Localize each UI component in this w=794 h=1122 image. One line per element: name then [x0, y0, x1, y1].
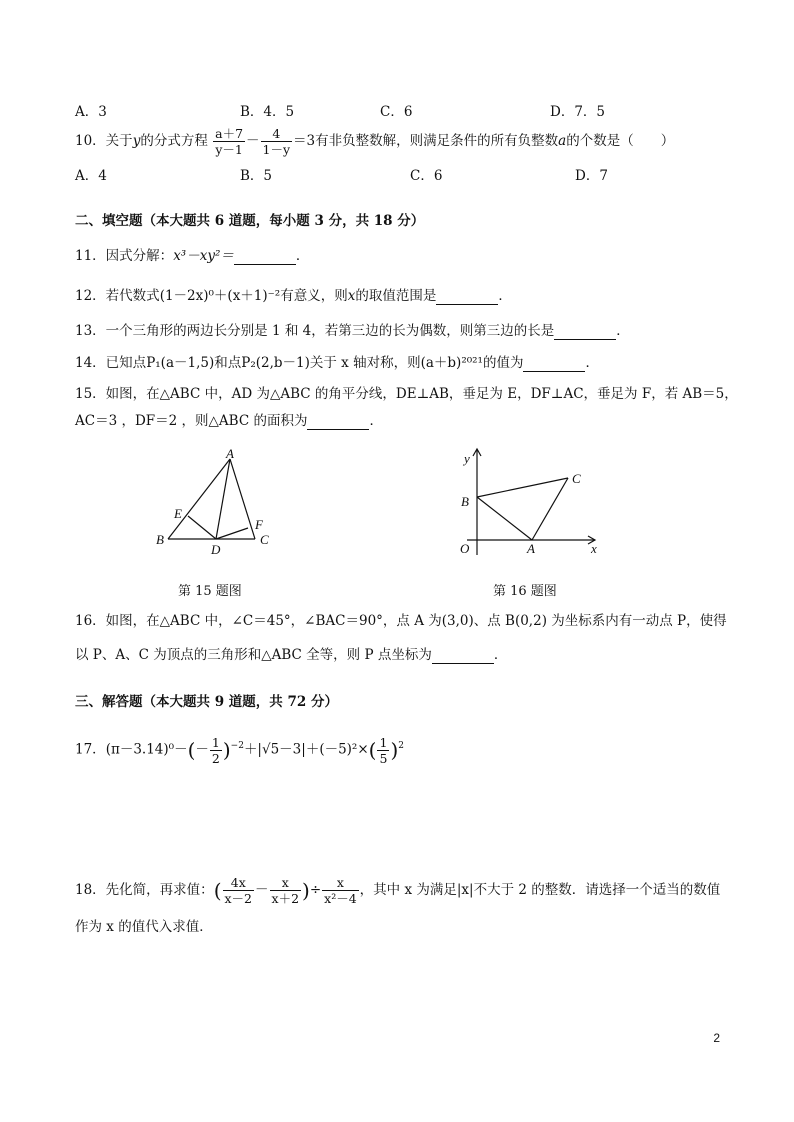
- figure-15-caption: 第 15 题图: [178, 584, 242, 599]
- fig16-segment-ba: [477, 497, 532, 540]
- figure-16-caption: 第 16 题图: [493, 584, 557, 599]
- q17-fraction-1: $\frac{1}{2}$: [211, 734, 220, 766]
- section-3-title: 三、解答题（本大题共 9 道题，共 72 分）: [75, 694, 338, 710]
- question-14: 14．已知点P₁(a－1,5)和点P₂(2,b－1)关于 x 轴对称，则(a＋b)²⁰²¹的值为 ．: [75, 355, 599, 371]
- section-2-title: 二、填空题（本大题共 6 道题，每小题 3 分，共 18 分）: [75, 213, 425, 229]
- fig15-label-b: B: [156, 532, 164, 547]
- fig15-label-d: D: [211, 542, 221, 557]
- q18-fraction-2: $\frac{x}{x+2}$: [271, 875, 300, 906]
- fig16-label-a: A: [527, 541, 535, 556]
- fig15-perp-df: [216, 528, 248, 539]
- q17-part-1: (π－3.14)⁰－: [105, 741, 188, 758]
- q10-fraction-2: $\frac{4}{1-y}$: [262, 126, 291, 157]
- fig16-label-o: O: [460, 541, 470, 556]
- q10-var: y: [132, 133, 141, 149]
- q17-fraction-2: $\frac{1}{5}$: [379, 734, 388, 766]
- q12-expr: (1－2x)⁰＋(x＋1)⁻²: [159, 288, 281, 304]
- q14-expr: (a＋b)²⁰²¹: [420, 355, 483, 371]
- fig15-perp-de: [188, 516, 216, 539]
- q12-blank: [436, 290, 498, 305]
- q9-option-d: D．7．5: [550, 104, 606, 120]
- q10-mid: 的分式方程: [140, 133, 208, 149]
- q10-option-d: D．7: [575, 168, 608, 184]
- q9-option-b: B．4．5: [240, 104, 295, 120]
- fig15-side-ac: [230, 459, 255, 539]
- fig16-segment-ac: [532, 478, 568, 540]
- q14-p2: P₂(2,b－1): [241, 355, 310, 371]
- q11-expr: x³－xy²＝: [173, 248, 234, 264]
- fig15-label-c: C: [260, 532, 269, 547]
- figure-16: [455, 445, 605, 560]
- q17-part-2: ＋|√5－3|＋(－5)²×: [243, 741, 369, 758]
- q10-tail-end: 的个数是（ ）: [566, 133, 675, 149]
- q18-fraction-3: $\frac{x}{\text{x²－4}}$: [324, 875, 357, 906]
- q18-fraction-1: $\frac{4x}{x-2}$: [224, 875, 253, 906]
- question-10: 10．关于y的分式方程 $\frac{a+7}{y-1}$ － $\frac{4}{1-y}$ ＝3有非负整数解，则满足条件的所有负整数a的个数是（ ）: [75, 126, 675, 157]
- q14-p1: P₁(a－1,5): [146, 355, 215, 371]
- fig15-bisector-ad: [216, 459, 230, 539]
- q11-blank: [234, 250, 296, 265]
- q13-blank: [554, 325, 616, 340]
- q9-option-c: C．6: [380, 104, 413, 120]
- fig16-label-y: y: [464, 451, 470, 466]
- fig15-label-f: F: [255, 517, 263, 532]
- fig16-segment-bc: [477, 478, 568, 497]
- question-18-line-1: 18．先化简，再求值：( $\frac{4x}{x-2}$ － $\frac{x}{x+2}$ )÷ $\frac{x}{\text{x²－4}}$ ，其中 x 为满足|x|不大于 2 的整数．请选择一个适当的数值: [75, 875, 721, 906]
- fig16-label-b: B: [461, 494, 469, 509]
- page-number: 2: [713, 1031, 720, 1045]
- q9-option-a: A．3: [75, 104, 107, 120]
- fig15-side-ab: [168, 459, 230, 539]
- fig16-label-c: C: [572, 471, 581, 486]
- question-18-line-2: 作为 x 的值代入求值．: [75, 919, 213, 935]
- question-17: 17．(π－3.14)⁰－(－ $\frac{1}{2}$ )$^{-2}$＋|√5－3|＋(－5)²×( $\frac{1}{5}$ )$^2$: [75, 734, 404, 766]
- q10-option-c: C．6: [410, 168, 443, 184]
- q16-blank: [432, 649, 494, 664]
- question-16-line-1: 16．如图，在△ABC 中，∠C＝45°，∠BAC＝90°，点 A 为(3,0)、点 B(0,2) 为坐标系内有一动点 P，使得: [75, 613, 727, 629]
- fig15-label-e: E: [174, 506, 182, 521]
- q10-tail-var: a: [558, 133, 567, 149]
- fig16-label-x: x: [591, 541, 597, 556]
- question-15-line-1: 15．如图，在△ABC 中，AD 为△ABC 的角平分线，DE⊥AB，垂足为 E，DF⊥AC，垂足为 F，若 AB＝5，: [75, 386, 738, 402]
- question-15-line-2: AC＝3 ，DF＝2 ，则△ABC 的面积为 ．: [75, 413, 383, 429]
- q10-number: 10．关于: [75, 133, 133, 149]
- question-13: 13．一个三角形的两边长分别是 1 和 4，若第三边的长为偶数，则第三边的长是 ．: [75, 323, 630, 339]
- figure-15: [150, 445, 280, 557]
- q10-tail: 有非负整数解，则满足条件的所有负整数: [315, 133, 559, 149]
- question-12: 12．若代数式(1－2x)⁰＋(x＋1)⁻²有意义，则x的取值范围是 ．: [75, 288, 512, 304]
- q14-blank: [523, 357, 585, 372]
- q10-fraction-1: $\frac{a+7}{y-1}$: [215, 126, 244, 157]
- q10-option-a: A．4: [75, 168, 107, 184]
- q15-blank: [307, 415, 369, 430]
- question-16-line-2: 以 P、A、C 为顶点的三角形和△ABC 全等，则 P 点坐标为 ．: [75, 647, 508, 663]
- q10-option-b: B．5: [240, 168, 273, 184]
- q18-tail: ，其中 x 为满足|x|不大于 2 的整数．请选择一个适当的数值: [359, 882, 721, 898]
- question-11: 11．因式分解：x³－xy²＝ ．: [75, 248, 310, 264]
- q10-rhs: ＝3: [293, 133, 316, 149]
- fig15-label-a: A: [226, 446, 234, 461]
